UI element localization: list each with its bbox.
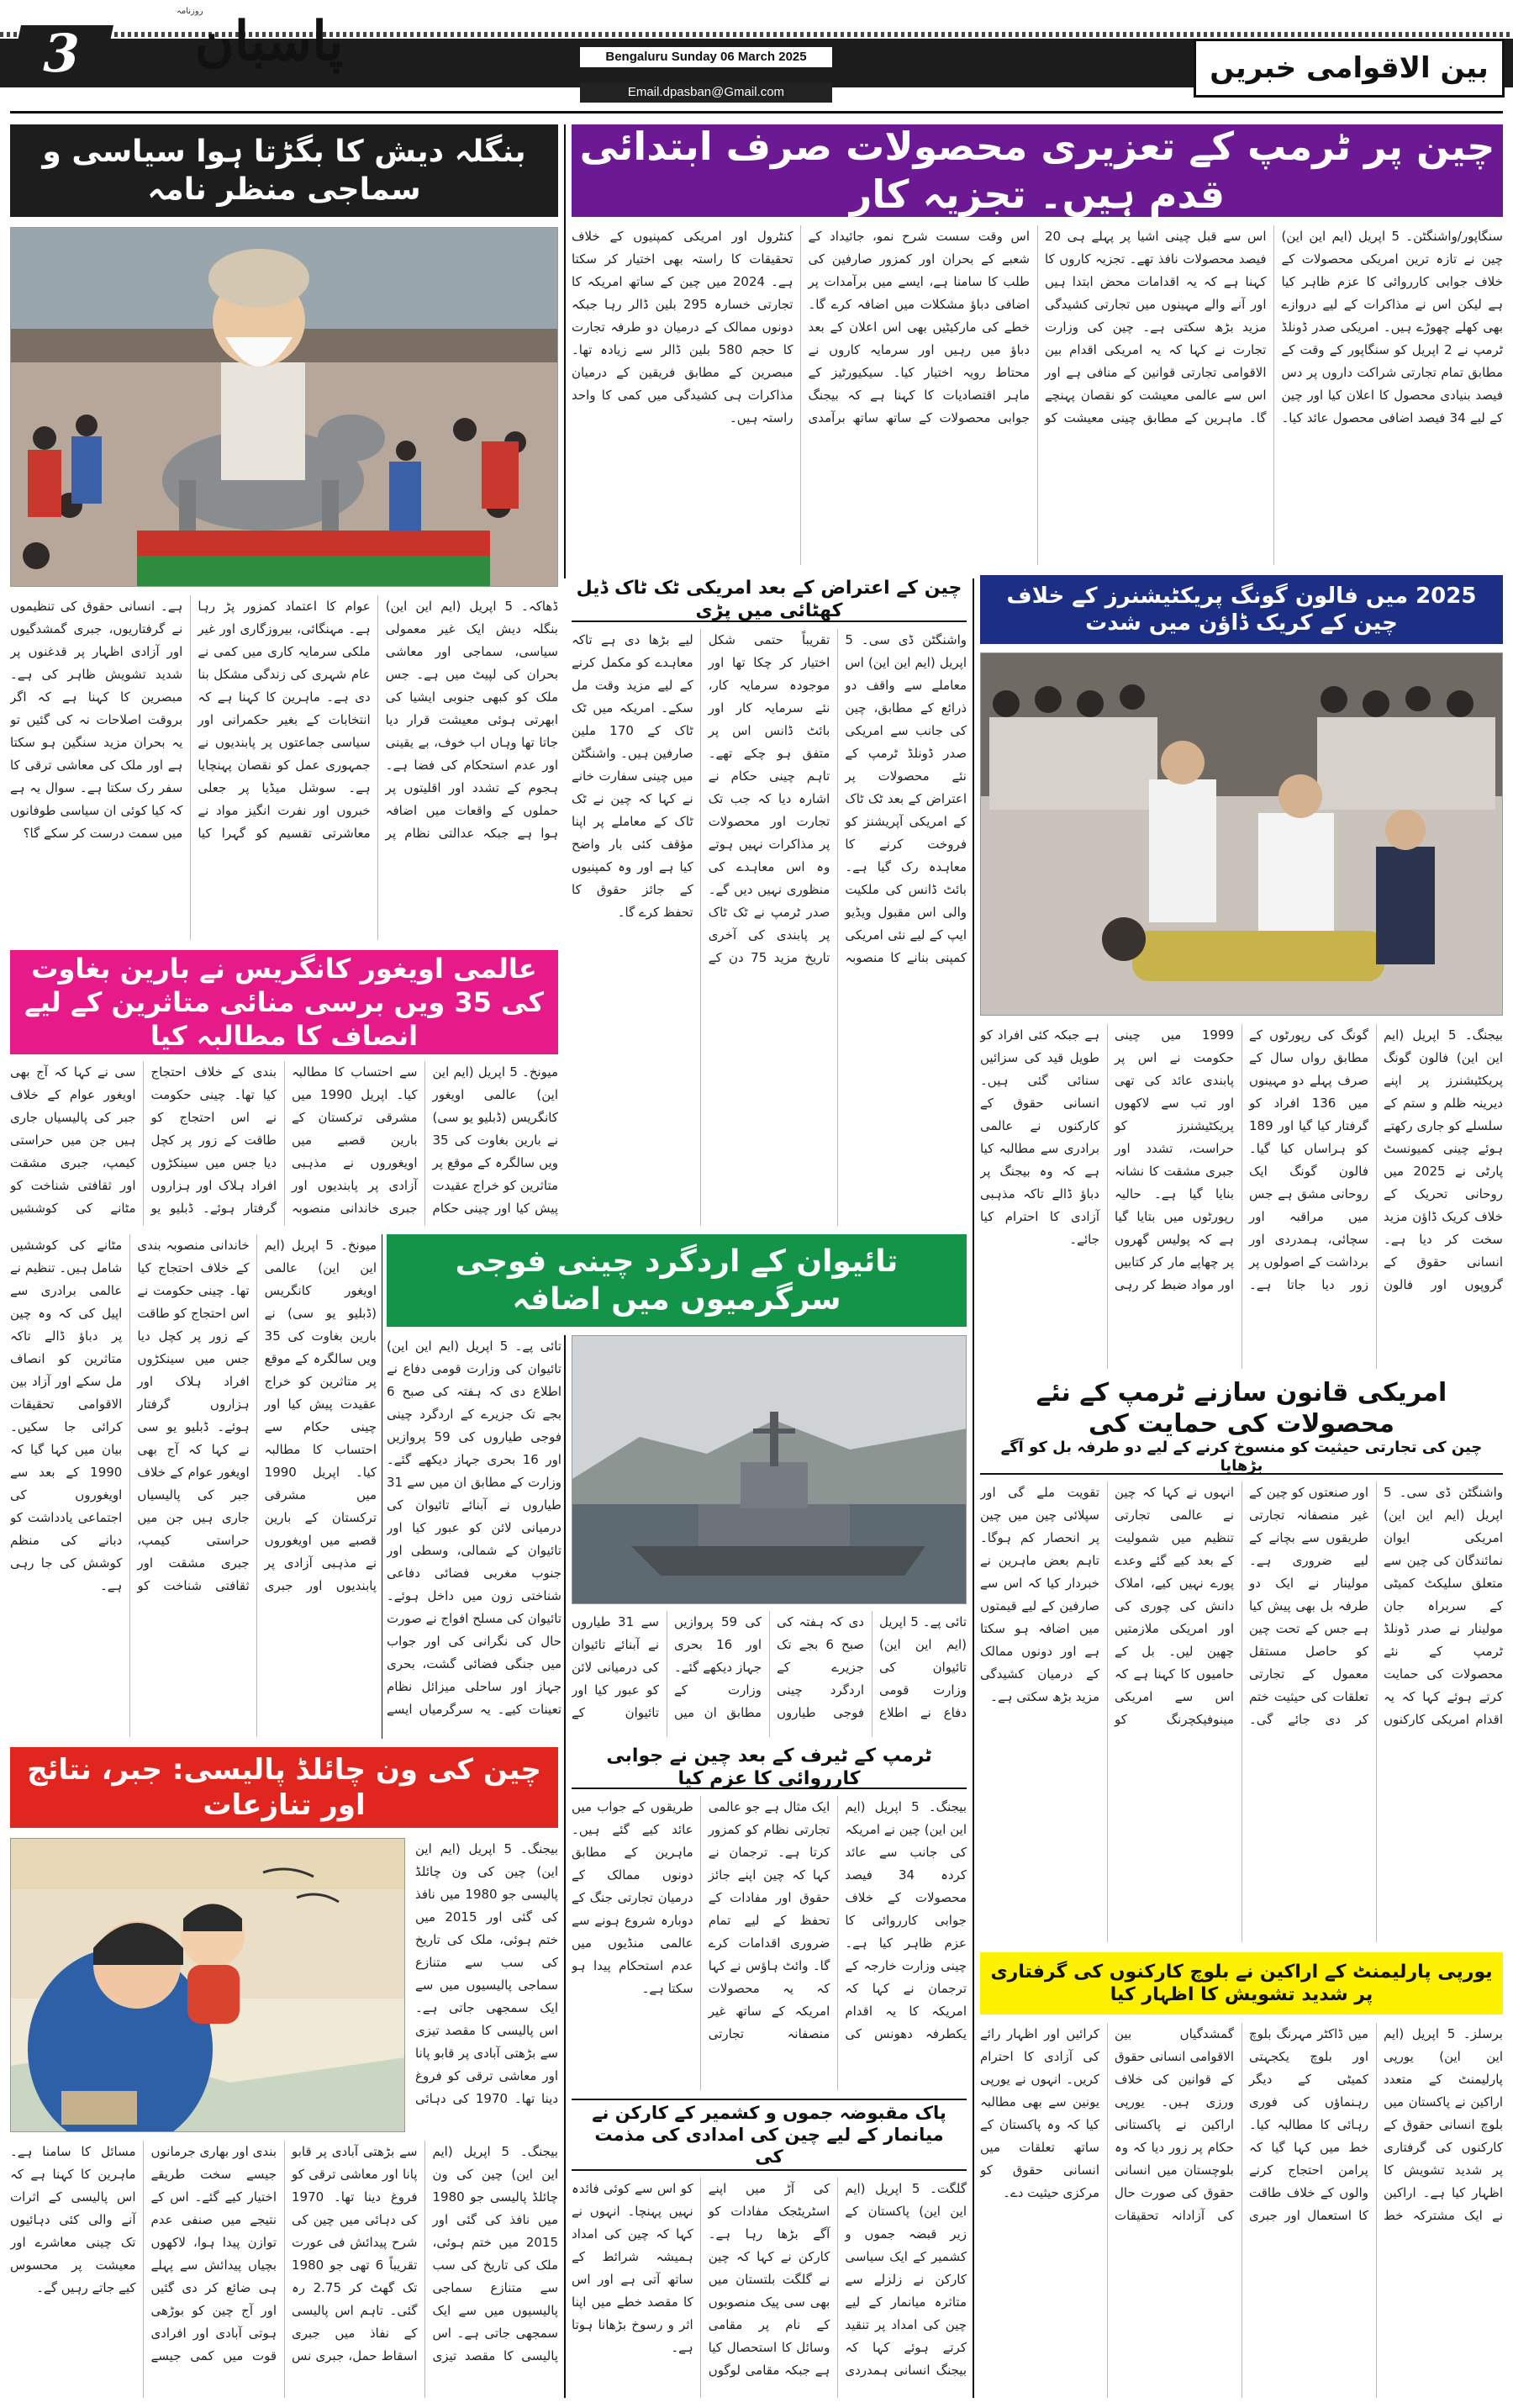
headline-taiwan[interactable]: تائیوان کے اردگرد چینی فوجی سرگرمیوں میں اضافہ [387, 1234, 967, 1327]
headline-china-retaliation[interactable]: ٹرمپ کے ٹیرف کے بعد چین نے جوابی کارروائی کا عزم کیا [572, 1747, 967, 1789]
falun-gong-arrest-photo [980, 652, 1503, 1016]
section-title: بین الاقوامی خبریں [1194, 39, 1505, 98]
story-us-lawmakers: واشنگٹن ڈی سی۔ 5 اپریل (ایم این این) امریکی ایوان نمائندگان کی چین سے متعلق سلیکٹ کمیٹی کے سربراہ جان مولینار نے صدر ڈونلڈ ٹرمپ کے نئے محصولات کی حمایت کرتے ہوئے کہا کہ یہ اقدام امریکی کارکنوں اور صنعتوں کو چین کے غیر منصفانہ تجارتی طریقوں سے بچانے کے لیے ضروری ہے۔ مولینار نے ایک دو طرفہ بل بھی پیش کیا ہے جس کے تحت چین کو حاصل مستقل معمول کے تجارتی تعلقات کی حیثیت ختم کر دی جائے گی۔ انہوں نے کہا کہ چین نے عالمی تجارتی تنظیم میں شمولیت کے بعد کیے گئے وعدے پورے نہیں کیے، املاک دانش کی چوری کی اور امریکی ملازمتیں چھین لیں۔ بل کے حامیوں کا کہنا ہے کہ اس سے امریکی مینوفیکچرنگ کو تقویت ملے گی اور سپلائی چین میں چین پر انحصار کم ہوگا۔ تاہم بعض ماہرین نے خبردار کیا کہ اس سے صارفین کے لیے قیمتوں میں اضافہ ہو سکتا ہے اور دونوں ممالک کے درمیان کشیدگی مزید بڑھ سکتی ہے۔ [980, 1485, 1503, 1727]
headline-one-child-policy[interactable]: چین کی ون چائلڈ پالیسی: جبر، نتائج اور تنازعات [10, 1747, 558, 1828]
one-child-poster [10, 1838, 405, 2132]
story-baloch-activists: برسلز۔ 5 اپریل (ایم این این) یورپی پارلیمنٹ کے متعدد اراکین نے پاکستان میں بلوچ انسانی حقوق کے کارکنوں کی گرفتاری پر شدید تشویش کا اظہار کیا ہے۔ اراکین نے ایک مشترکہ خط میں ڈاکٹر مہرنگ بلوچ اور بلوچ یکجہتی کمیٹی کے دیگر رہنماؤں کی فوری رہائی کا مطالبہ کیا۔ خط میں کہا گیا کہ پرامن احتجاج کرنے والوں کے خلاف طاقت کا استعمال اور جبری گمشدگیاں بین الاقوامی انسانی حقوق کے قوانین کی خلاف ورزی ہیں۔ یورپی اراکین نے پاکستانی حکام پر زور دیا کہ وہ بلوچستان میں انسانی حقوق کی صورت حال کی آزادانہ تحقیقات کرائیں اور اظہار رائے کی آزادی کا احترام کریں۔ انہوں نے یورپی یونین سے بھی مطالبہ کیا کہ وہ پاکستان کے ساتھ تعلقات میں انسانی حقوق کو مرکزی حیثیت دے۔ [980, 2026, 1503, 2223]
story-tiktok-deal: واشنگٹن ڈی سی۔ 5 اپریل (ایم این این) اس معاملے سے واقف دو ذرائع کے مطابق، چین کی جانب سے امریکی صدر ڈونلڈ ٹرمپ کے نئے محصولات پر اعتراض کے بعد ٹک ٹاک کے امریکی آپریشنز کو فروخت کرنے کا معاہدہ رک گیا ہے۔ بائٹ ڈانس کی ملکیت والی اس مقبول ویڈیو ایپ کے لیے نئی امریکی کمپنی بنانے کا منصوبہ تقریباً حتمی شکل اختیار کر چکا تھا اور موجودہ سرمایہ کار، نئے سرمایہ کار اور بائٹ ڈانس اس پر متفق ہو چکے تھے۔ تاہم چینی حکام نے اشارہ دیا کہ جب تک تجارت اور محصولات پر مذاکرات نہیں ہوتے وہ اس معاہدے کی منظوری نہیں دیں گے۔ صدر ٹرمپ نے ٹک ٹاک پر پابندی کی آخری تاریخ مزید 75 دن کے لیے بڑھا دی ہے تاکہ معاہدے کو مکمل کرنے کے لیے مزید وقت مل سکے۔ امریکہ میں ٹک ٹاک کے 170 ملین صارفین ہیں۔ واشنگٹن میں چینی سفارت خانے نے کہا کہ چین نے ٹک ٹاک کے معاملے پر اپنا مؤقف کئی بار واضح کیا ہے اور وہ کمپنیوں کے جائز حقوق کا تحفظ کرے گا۔ [572, 632, 967, 965]
arrest-scene-illustration [981, 653, 1503, 1016]
headline-baloch-activists[interactable]: یورپی پارلیمنٹ کے اراکین نے بلوچ کارکنوں کی گرفتاری پر شدید تشویش کا اظہار کیا [980, 1952, 1503, 2015]
story-bangladesh: ڈھاکہ۔ 5 اپریل (ایم این این) بنگلہ دیش ایک غیر معمولی سیاسی، سماجی اور معاشی بحران کی لپیٹ میں ہے۔ جس ملک کو کبھی جنوبی ایشیا کی ابھرتی ہوئی معیشت قرار دیا جاتا تھا وہاں اب خوف، بے یقینی اور عدم استحکام کی فضا ہے۔ ہجوم کے تشدد اور اقلیتوں پر حملوں کے واقعات میں اضافہ ہوا ہے جبکہ عدالتی نظام پر عوام کا اعتماد کمزور پڑ رہا ہے۔ مہنگائی، بیروزگاری اور غیر ملکی سرمایہ کاری میں کمی نے عام شہری کی زندگی مشکل بنا دی ہے۔ ماہرین کا کہنا ہے کہ انتخابات کے بغیر حکمرانی اور سیاسی جماعتوں پر پابندیوں نے جمہوری عمل کو نقصان پہنچایا ہے۔ سوشل میڈیا پر جعلی خبروں اور نفرت انگیز مواد نے معاشرتی تقسیم کو گہرا کیا ہے۔ انسانی حقوق کی تنظیموں نے گرفتاریوں، جبری گمشدگیوں اور آزادی اظہار پر قدغنوں پر شدید تشویش ظاہر کی ہے۔ مبصرین کا کہنا ہے کہ اگر بروقت اصلاحات نہ کی گئیں تو یہ بحران مزید سنگین ہو سکتا ہے اور ملک کی معاشی ترقی کا سفر رک سکتا ہے۔ سوال یہ ہے کہ کیا کوئی ان سیاسی طوفانوں میں سمت درست کر سکے گا؟ [10, 599, 558, 841]
headline-kashmir-activist[interactable]: پاک مقبوضہ جموں و کشمیر کے کارکن نے میانمار کے لیے چین کی امدادی کی مذمت کی [572, 2099, 967, 2171]
masthead-divider [10, 111, 1503, 114]
story-china-tariffs: سنگاپور/واشنگٹن۔ 5 اپریل (ایم این این) چین نے تازہ ترین امریکی محصولات کے خلاف جوابی کارروائی کا عزم ظاہر کیا ہے لیکن اس نے مذاکرات کے لیے دروازے بھی کھلے چھوڑے ہیں۔ امریکی صدر ڈونلڈ ٹرمپ نے 2 اپریل کو سنگاپور کے وقت کے مطابق تمام تجارتی شراکت داروں پر دس فیصد بنیادی محصول کا اعلان کیا اور چین کے لیے 34 فیصد اضافی محصول عائد کیا۔ اس سے قبل چینی اشیا پر پہلے ہی 20 فیصد محصولات نافذ تھے۔ تجزیہ کاروں کا کہنا ہے کہ یہ اقدامات محض ابتدا ہیں اور آنے والے مہینوں میں تجارتی کشیدگی مزید بڑھ سکتی ہے۔ چین کی وزارت تجارت نے کہا کہ یہ امریکی اقدام بین الاقوامی تجارتی قوانین کے منافی ہے اور اس سے عالمی معیشت کو نقصان پہنچے گا۔ ماہرین کے مطابق چینی معیشت کو اس وقت سست شرح نمو، جائیداد کے شعبے کے بحران اور کمزور صارفین کی طلب کا سامنا ہے، ایسے میں برآمدات پر اضافی دباؤ مشکلات میں اضافہ کرے گا۔ خطے کی مارکیٹیں بھی اس اعلان کے بعد دباؤ میں رہیں اور سرمایہ کاروں نے محتاط رویہ اختیار کیا۔ سیکیورٹیز کے ماہر اقتصادیات کا کہنا ہے کہ بیجنگ جوابی محصولات کے ساتھ ساتھ برآمدی کنٹرول اور امریکی کمپنیوں کے خلاف تحقیقات کا راستہ بھی اختیار کر سکتا ہے۔ 2024 میں چین کے ساتھ امریکہ کا تجارتی خسارہ 295 بلین ڈالر رہا جبکہ دونوں ممالک کے درمیان دو طرفہ تجارت کا حجم 580 بلین ڈالر سے زیادہ تھا۔ مبصرین کے مطابق فریقین کے درمیان مذاکرات ہی کشیدگی میں کمی کا واحد راستہ ہیں۔ [572, 229, 1503, 425]
taiwan-warship-photo [572, 1335, 967, 1604]
headline-china-tariffs[interactable]: چین پر ٹرمپ کے تعزیری محصولات صرف ابتدائی قدم ہیں۔ تجزیہ کار [572, 124, 1503, 217]
email-address[interactable]: Email.dpasban@Gmail.com [580, 82, 832, 103]
propaganda-poster-illustration [11, 1839, 405, 2132]
headline-falun-gong[interactable]: 2025 میں فالون گونگ پریکٹیشنرز کے خلاف چین کے کریک ڈاؤن میں شدت [980, 575, 1503, 644]
story-one-child-side: بیجنگ۔ 5 اپریل (ایم این این) چین کی ون چائلڈ پالیسی جو 1980 میں نافذ کی گئی اور 2015 میں ختم ہوئی، ملک کی تاریخ کی سب سے متنازع سماجی پالیسیوں میں سے ایک سمجھی جاتی ہے۔ اس پالیسی کا مقصد تیزی سے بڑھتی آبادی پر قابو پانا اور معاشی ترقی کو فروغ دینا تھا۔ 1970 کی دہائی [415, 1841, 558, 2106]
story-uyghur-congress-lower: میونخ۔ 5 اپریل (ایم این این) عالمی اویغور کانگریس (ڈبلیو یو سی) نے بارین بغاوت کی 35 ویں سالگرہ کے موقع پر متاثرین کو خراج عقیدت پیش کیا اور چینی حکام سے احتساب کا مطالبہ کیا۔ اپریل 1990 میں مشرقی ترکستان کے بارین قصبے میں اویغوروں نے مذہبی آزادی پر پابندیوں اور جبری خاندانی منصوبہ بندی کے خلاف احتجاج کیا تھا۔ چینی حکومت نے اس احتجاج کو طاقت کے زور پر کچل دیا جس میں سینکڑوں افراد ہلاک اور ہزاروں گرفتار ہوئے۔ ڈبلیو یو سی نے کہا کہ آج بھی اویغور عوام کے خلاف جبر کی پالیسیاں جاری ہیں جن میں حراستی کیمپ، جبری مشقت اور ثقافتی شناخت کو مٹانے کی کوششیں شامل ہیں۔ تنظیم نے عالمی برادری سے اپیل کی کہ وہ چین پر دباؤ ڈالے تاکہ متاثرین کو انصاف مل سکے اور آزاد بین الاقوامی تحقیقات کرائی جا سکیں۔ بیان میں کہا گیا کہ 1990 کے بعد سے اویغوروں کی اجتماعی یادداشت کو دبانے کی منظم کوشش کی جا رہی ہے۔ [10, 1238, 377, 1593]
story-one-child-policy: بیجنگ۔ 5 اپریل (ایم این این) چین کی ون چائلڈ پالیسی جو 1980 میں نافذ کی گئی اور 2015 میں ختم ہوئی، ملک کی تاریخ کی سب سے متنازع سماجی پالیسیوں میں سے ایک سمجھی جاتی ہے۔ اس پالیسی کا مقصد تیزی سے بڑھتی آبادی پر قابو پانا اور معاشی ترقی کو فروغ دینا تھا۔ 1970 کی دہائی میں چین کی شرح پیدائش فی عورت تقریباً 6 تھی جو 1980 تک گھٹ کر 2.75 رہ گئی۔ تاہم اس پالیسی کے نفاذ میں جبری اسقاط حمل، جبری نس بندی اور بھاری جرمانوں جیسے سخت طریقے اختیار کیے گئے۔ اس کے نتیجے میں صنفی عدم توازن پیدا ہوا، لاکھوں بچیاں پیدائش سے پہلے ہی ضائع کر دی گئیں اور آج چین کو بوڑھی ہوتی آبادی اور افرادی قوت میں کمی جیسے مسائل کا سامنا ہے۔ ماہرین کا کہنا ہے کہ اس پالیسی کے اثرات آنے والی کئی دہائیوں تک چینی معاشرے اور معیشت پر محسوس کیے جاتے رہیں گے۔ [10, 2144, 558, 2363]
headline-us-lawmakers[interactable]: امریکی قانون سازنے ٹرمپ کے نئے محصولات کی حمایت کی [980, 1379, 1503, 1438]
effigy-illustration [11, 228, 558, 587]
story-kashmir-activist: گلگت۔ 5 اپریل (ایم این این) پاکستان کے زیر قبضہ جموں و کشمیر کے ایک سیاسی کارکن نے زلزلے سے متاثرہ میانمار کے لیے چین کی امداد پر تنقید کرتے ہوئے کہا کہ بیجنگ انسانی ہمدردی کی آڑ میں اپنے اسٹریٹجک مفادات کو آگے بڑھا رہا ہے۔ کارکن نے کہا کہ چین نے گلگت بلتستان میں بھی سی پیک منصوبوں کے نام پر مقامی وسائل کا استحصال کیا ہے جبکہ مقامی لوگوں کو اس سے کوئی فائدہ نہیں پہنچا۔ انہوں نے کہا کہ چین کی امداد ہمیشہ شرائط کے ساتھ آتی ہے اور اس کا مقصد خطے میں اپنا اثر و رسوخ بڑھانا ہوتا ہے۔ [572, 2181, 967, 2378]
dateline: Bengaluru Sunday 06 March 2025 [580, 47, 832, 67]
headline-bangladesh[interactable]: بنگلہ دیش کا بگڑتا ہوا سیاسی و سماجی منظر نامہ [10, 124, 558, 217]
warship-illustration [572, 1336, 967, 1604]
newspaper-logo: پاسبان [194, 10, 344, 73]
page-number: 3 [9, 25, 113, 81]
story-falun-gong: بیجنگ۔ 5 اپریل (ایم این این) فالون گونگ پریکٹیشنرز پر اپنے دیرینہ ظلم و ستم کے سلسلے کو جاری رکھتے ہوئے چینی کمیونسٹ پارٹی نے 2025 میں روحانی تحریک کے خلاف کریک ڈاؤن مزید سخت کر دیا ہے۔ انسانی حقوق کے گروپوں اور فالون گونگ کی رپورٹوں کے مطابق رواں سال کے صرف پہلے دو مہینوں میں 136 افراد کو گرفتار کیا گیا اور 189 کو ہراساں کیا گیا۔ فالون گونگ ایک روحانی مشق ہے جس میں مراقبہ اور سچائی، ہمدردی اور برداشت کے اصولوں پر زور دیا جاتا ہے۔ 1999 میں چینی حکومت نے اس پر پابندی عائد کی تھی اور تب سے لاکھوں پریکٹیشنرز کو حراست، تشدد اور جبری مشقت کا نشانہ بنایا گیا ہے۔ حالیہ رپورٹوں میں بتایا گیا ہے کہ پولیس گھروں پر چھاپے مار کر کتابیں اور مواد ضبط کر رہی ہے جبکہ کئی افراد کو طویل قید کی سزائیں سنائی گئی ہیں۔ انسانی حقوق کے کارکنوں نے عالمی برادری سے مطالبہ کیا ہے کہ وہ بیجنگ پر دباؤ ڈالے تاکہ مذہبی آزادی کا احترام کیا جائے۔ [980, 1027, 1503, 1292]
headline-tiktok-deal[interactable]: چین کے اعتراض کے بعد امریکی ٹک ٹاک ڈیل کھٹائی میں پڑی [572, 578, 967, 622]
story-china-retaliation: بیجنگ۔ 5 اپریل (ایم این این) چین نے امریکہ کی جانب سے عائد کردہ 34 فیصد محصولات کے خلاف جوابی کارروائی کا عزم ظاہر کیا ہے۔ چینی وزارت خارجہ کے ترجمان نے کہا کہ امریکہ کا یہ اقدام یکطرفہ دھونس کی ایک مثال ہے جو عالمی تجارتی نظام کو کمزور کرتا ہے۔ ترجمان نے کہا کہ چین اپنے جائز حقوق اور مفادات کے تحفظ کے لیے تمام ضروری اقدامات کرے گا۔ وائٹ ہاؤس نے کہا کہ یہ محصولات امریکہ کے ساتھ غیر منصفانہ تجارتی طریقوں کے جواب میں عائد کیے گئے ہیں۔ ماہرین کے مطابق دونوں ممالک کے درمیان تجارتی جنگ کے دوبارہ شروع ہونے سے عالمی منڈیوں میں عدم استحکام پیدا ہو سکتا ہے۔ [572, 1799, 967, 2041]
column-rule [973, 578, 974, 2398]
story-taiwan-left: تائی پے۔ 5 اپریل (ایم این این) تائیوان کی وزارت قومی دفاع نے اطلاع دی کہ ہفتہ کی صبح 6 بجے تک جزیرے کے اردگرد چینی فوجی طیاروں کی 59 پروازیں اور 16 بحری جہاز دیکھے گئے۔ وزارت کے مطابق ان میں سے 31 طیاروں نے آبنائے تائیوان کی درمیانی لائن کو عبور کیا اور تائیوان کے شمالی، وسطی اور جنوب مغربی فضائی دفاعی شناختی زون میں داخل ہوئے۔ تائیوان کی مسلح افواج نے صورت حال کی نگرانی کی اور جواب میں جنگی فضائی گشت، بحری جہاز اور ساحلی میزائل نظام تعینات کیے۔ یہ سرگرمیاں ایسے [387, 1339, 561, 1717]
story-uyghur-congress-upper: میونخ۔ 5 اپریل (ایم این این) عالمی اویغور کانگریس (ڈبلیو یو سی) نے بارین بغاوت کی 35 ویں سالگرہ کے موقع پر متاثرین کو خراج عقیدت پیش کیا اور چینی حکام سے احتساب کا مطالبہ کیا۔ اپریل 1990 میں مشرقی ترکستان کے بارین قصبے میں اویغوروں نے مذہبی آزادی پر پابندیوں اور جبری خاندانی منصوبہ بندی کے خلاف احتجاج کیا تھا۔ چینی حکومت نے اس احتجاج کو طاقت کے زور پر کچل دیا جس میں سینکڑوں افراد ہلاک اور ہزاروں گرفتار ہوئے۔ ڈبلیو یو سی نے کہا کہ آج بھی اویغور عوام کے خلاف جبر کی پالیسیاں جاری ہیں جن میں حراستی کیمپ، جبری مشقت اور ثقافتی شناخت کو مٹانے کی کوششیں [10, 1064, 558, 1216]
column-rule [564, 1335, 566, 2398]
logo-tagline: روزنامہ [177, 7, 203, 16]
subheadline-us-lawmakers: چین کی تجارتی حیثیت کو منسوخ کرنے کے لیے دو طرفہ بل کو آگے بڑھایا [980, 1441, 1503, 1475]
story-taiwan: تائی پے۔ 5 اپریل (ایم این این) تائیوان کی وزارت قومی دفاع نے اطلاع دی کہ ہفتہ کی صبح 6 بجے تک جزیرے کے اردگرد چینی فوجی طیاروں کی 59 پروازیں اور 16 بحری جہاز دیکھے گئے۔ وزارت کے مطابق ان میں سے 31 طیاروں نے آبنائے تائیوان کی درمیانی لائن کو عبور کیا اور تائیوان کے [572, 1614, 967, 1720]
headline-uyghur-congress[interactable]: عالمی اویغور کانگریس نے بارین بغاوت کی 35 ویں برسی منائی متاثرین کے لیے انصاف کا مطالبہ کیا [10, 950, 558, 1054]
column-rule [564, 124, 566, 578]
bangladesh-protest-photo [10, 227, 558, 587]
